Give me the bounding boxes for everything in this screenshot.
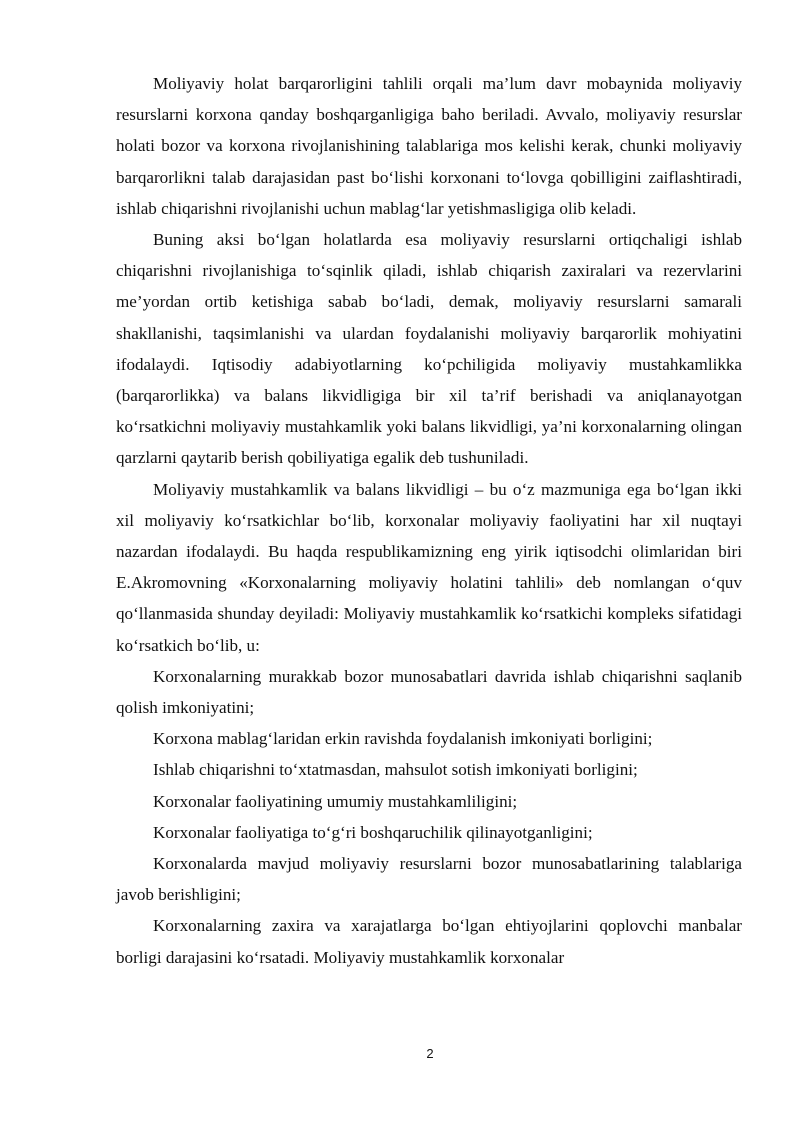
list-item: Korxonalar faoliyatining umumiy mustahkamliligini; <box>153 791 518 811</box>
paragraph: Buning aksi bo‘lgan holatlarda esa moliyaviy resurslarni ortiqchaligi ishlab chiqarishni rivojlanishiga to‘sqinlik qiladi, ishlab chiqarish zaxiralari va rezervlarini me’yordan ortib ketishiga sabab bo‘ladi, demak, moliyaviy resurslarni samarali shakllanishi, taqsimlanishi va ulardan foydalanishi moliyaviy barqarorlik mohiyatini ifodalaydi. Iqtisodiy adabiyotlarning ko‘pchiligida moliyaviy mustahkamlikka (barqarorlikka) va balans likvidligiga bir xil ta’rif berishadi va aniqlanayotgan ko‘rsatkichni moliyaviy mustahkamlik yoki balans likvidligi, ya’ni korxonalarning olingan qarzlarni qaytarib berish qobiliyatiga egalik deb tushuniladi. <box>116 230 742 468</box>
list-item: Korxonalarning murakkab bozor munosabatlari davrida ishlab chiqarishni saqlanib qolish imkoniyatini; <box>116 666 742 718</box>
list-item: Korxona mablag‘laridan erkin ravishda foydalanish imkoniyati borligini; <box>153 729 653 749</box>
list-item: Korxonalarda mavjud moliyaviy resurslarni bozor munosabatlarining talablariga javob berishligini; <box>116 854 742 905</box>
document-body <box>116 68 742 973</box>
page-number: 2 <box>426 1046 434 1061</box>
list-item: Korxonalar faoliyatiga to‘g‘ri boshqaruchilik qilinayotganligini; <box>153 822 593 842</box>
list-item: Ishlab chiqarishni to‘xtatmasdan, mahsulot sotish imkoniyati borligini; <box>153 760 638 780</box>
paragraph: Moliyaviy holat barqarorligini tahlili orqali ma’lum davr mobaynida moliyaviy resurslarni korxona qanday boshqarganligiga baho beriladi. Avvalo, moliyaviy resurslar holati bozor va korxona rivojlanishining talablariga mos kelishi kerak, chunki moliyaviy barqarorlikni talab darajasidan past bo‘lishi korxonani to‘lovga qobilligini zaiflashtiradi, ishlab chiqarishni rivojlanishi uchun mablag‘lar yetishmasligiga olib keladi. <box>116 74 742 218</box>
paragraph: Korxonalarning zaxira va xarajatlarga bo‘lgan ehtiyojlarini qoplovchi manbalar borligi darajasini ko‘rsatadi. Moliyaviy mustahkamlik korxonalar <box>116 916 742 967</box>
paragraph: Moliyaviy mustahkamlik va balans likvidligi – bu o‘z mazmuniga ega bo‘lgan ikki xil moliyaviy ko‘rsatkichlar bo‘lib, korxonalar moliyaviy faoliyatini har xil nuqtayi nazardan ifodalaydi. Bu haqda respublikamizning eng yirik iqtisodchi olimlaridan biri E.Akromovning «Korxonalarning moliyaviy holatini tahlili» deb nomlangan o‘quv qo‘llanmasida shunday deyiladi: Moliyaviy mustahkamlik ko‘rsatkichi kompleks sifatidagi ko‘rsatkich bo‘lib, u: <box>116 479 742 655</box>
